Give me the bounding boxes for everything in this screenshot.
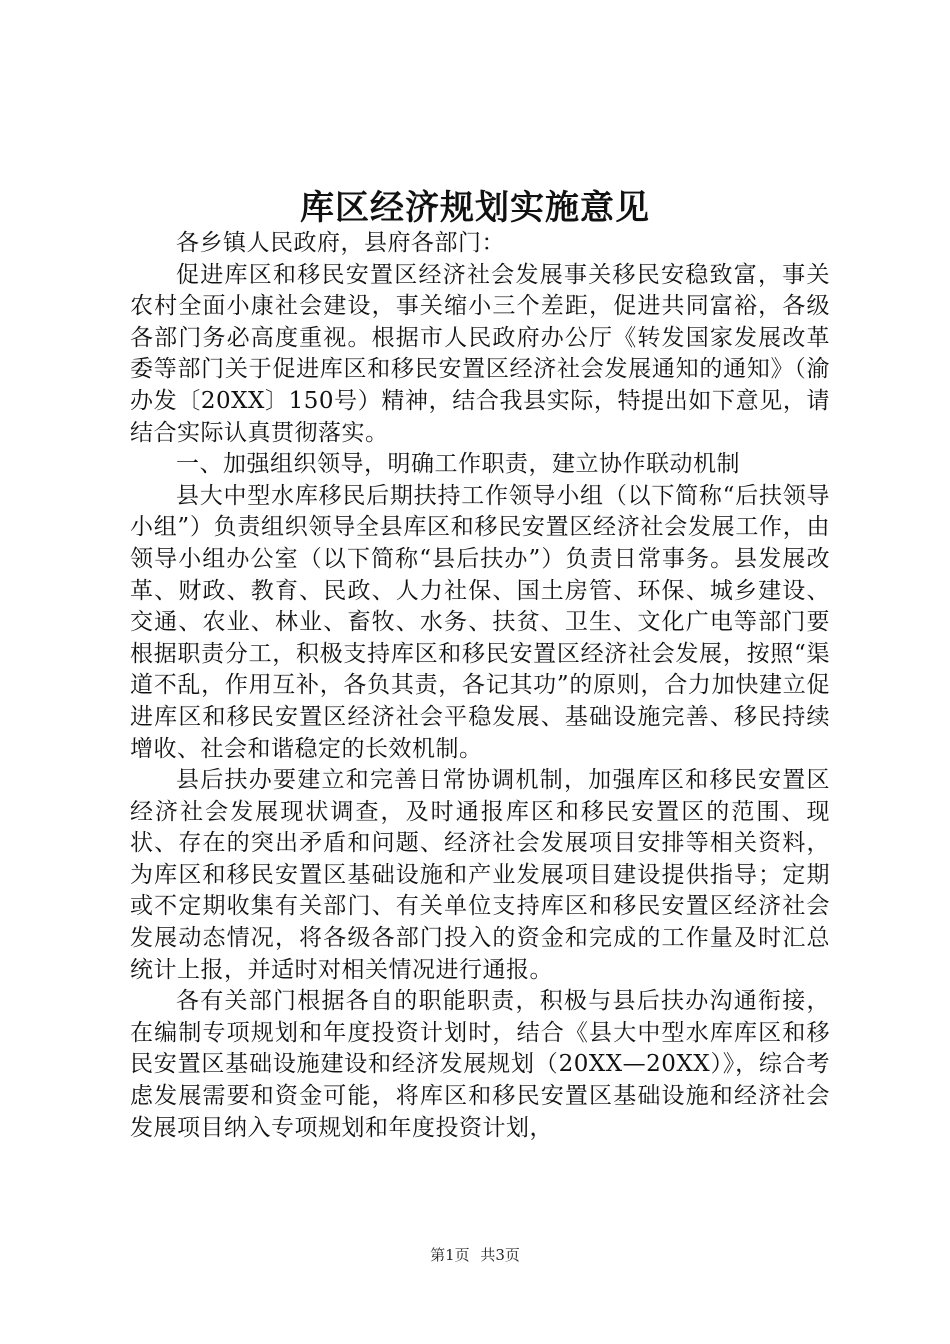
intro-paragraph: 促进库区和移民安置区经济社会发展事关移民安稳致富，事关农村全面小康社会建设，事关缩小三个差距，促进共同富裕，各级各部门务必高度重视。根据市人民政府办公厅《转发国家发展改革委等部门关于促进库区和移民安置区经济社会发展通知的通知》（渝办发〔20XX〕150号）精神，结合我县实际，特提出如下意见，请结合实际认真贯彻落实。 — [130, 261, 830, 446]
body-paragraph: 县大中型水库移民后期扶持工作领导小组（以下简称“后扶领导小组”）负责组织领导全县库区和移民安置区经济社会发展工作，由领导小组办公室（以下简称“县后扶办”）负责日常事务。县发展改革、财政、教育、民政、人力社保、国土房管、环保、城乡建设、交通、农业、林业、畜牧、水务、扶贫、卫生、文化广电等部门要根据职责分工，积极支持库区和移民安置区经济社会发展，按照“渠道不乱，作用互补，各负其责，各记其功”的原则，合力加快建立促进库区和移民安置区经济社会平稳发展、基础设施完善、移民持续增收、社会和谐稳定的长效机制。 — [130, 482, 830, 762]
salutation: 各乡镇人民政府，县府各部门： — [176, 230, 505, 256]
body-paragraph: 各有关部门根据各自的职能职责，积极与县后扶办沟通衔接，在编制专项规划和年度投资计划时，结合《县大中型水库库区和移民安置区基础设施建设和经济发展规划（20XX—20XX）》，综合考虑发展需要和资金可能，将库区和移民安置区基础设施和经济社会发展项目纳入专项规划和年度投资计划， — [130, 988, 830, 1141]
page-footer — [0, 1244, 950, 1265]
document-title: 库区经济规划实施意见 — [300, 188, 650, 228]
section-heading: 一、加强组织领导，明确工作职责，建立协作联动机制 — [176, 451, 740, 478]
page-number: 第1页 — [430, 1246, 470, 1264]
body-paragraph: 县后扶办要建立和完善日常协调机制，加强库区和移民安置区经济社会发展现状调查，及时通报库区和移民安置区的范围、现状、存在的突出矛盾和问题、经济社会发展项目安排等相关资料，为库区和移民安置区基础设施和产业发展项目建设提供指导；定期或不定期收集有关部门、有关单位支持库区和移民安置区经济社会发展动态情况，将各级各部门投入的资金和完成的工作量及时汇总统计上报，并适时对相关情况进行通报。 — [130, 767, 830, 983]
page-total: 共3页 — [480, 1246, 520, 1264]
document-body — [130, 228, 830, 1144]
